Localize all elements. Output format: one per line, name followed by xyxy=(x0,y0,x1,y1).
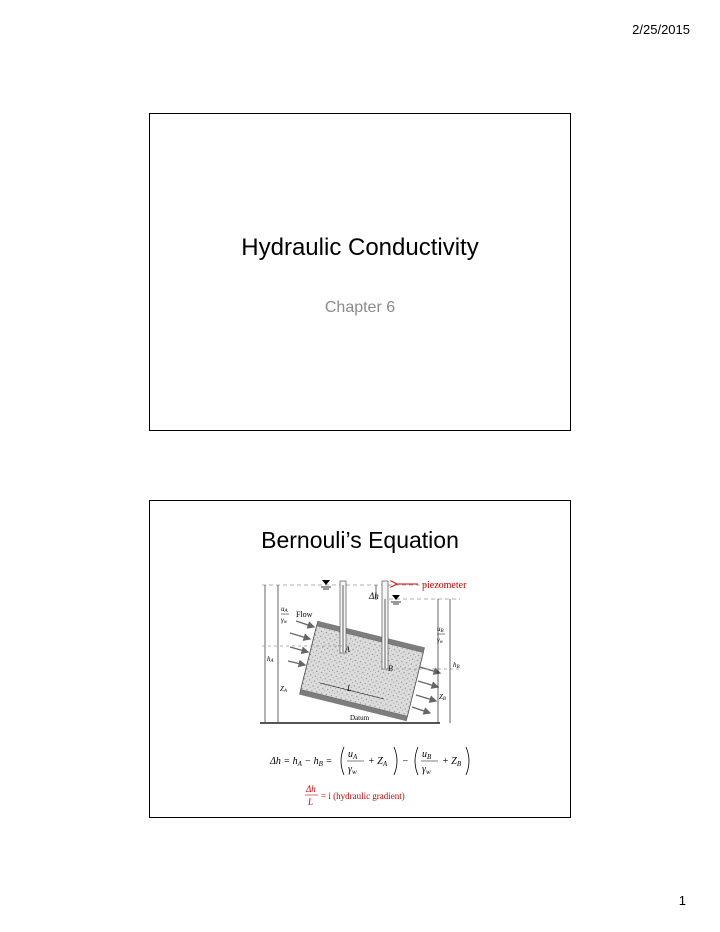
svg-text:γw: $\gamma_w$ xyxy=(422,764,431,776)
flow-label: Flow xyxy=(296,610,313,619)
svg-text:+ ZB: + $Z_B$ xyxy=(442,756,462,768)
delta-h-label: Δh xyxy=(369,591,379,601)
slide-2 xyxy=(149,500,571,818)
svg-text:= i (hydraulic gradient): = i (hydraulic gradient) xyxy=(321,791,405,801)
datum-label: Datum xyxy=(350,714,370,722)
slide-1-subtitle: Chapter 6 xyxy=(324,299,396,316)
zb-label: ZB xyxy=(439,693,446,702)
bernoulli-equation xyxy=(269,747,469,776)
svg-text:uB: uB xyxy=(437,625,444,634)
svg-text:Δh: Δh xyxy=(306,784,316,794)
svg-text:γw: γw xyxy=(437,636,444,645)
length-label: L xyxy=(347,684,352,693)
water-level-b-icon xyxy=(391,595,401,604)
svg-text:uB: $u_B$ xyxy=(422,749,432,761)
slide-1 xyxy=(149,113,571,431)
page-number: 1 xyxy=(678,893,686,908)
bernoulli-diagram xyxy=(150,501,572,819)
svg-text:γw: γw xyxy=(281,616,288,625)
hydraulic-gradient-equation xyxy=(305,784,405,807)
slide-2-title: Bernouli’s Equation xyxy=(261,527,459,553)
header-date: 2/25/2015 xyxy=(632,22,690,37)
ha-label: hA xyxy=(267,655,274,664)
ua-over-gw-label xyxy=(281,605,289,625)
za-label: ZA xyxy=(280,685,287,694)
piezometer-label: piezometer xyxy=(422,580,467,591)
svg-text:L: L xyxy=(308,797,314,807)
soil-sample xyxy=(299,621,424,721)
svg-text:+ ZA: + $Z_A$ xyxy=(368,756,388,768)
water-level-a-icon xyxy=(321,580,331,589)
hb-label: hB xyxy=(453,661,460,670)
point-b-label: B xyxy=(388,664,393,673)
slide-1-title: Hydraulic Conductivity xyxy=(241,234,479,261)
svg-text:uA: uA xyxy=(281,605,288,614)
svg-text:uA: $u_A$ xyxy=(348,749,358,761)
svg-text:−: − xyxy=(402,756,409,767)
point-a-label: A xyxy=(345,645,350,654)
svg-text:γw: $\gamma_w$ xyxy=(348,764,357,776)
svg-text:Δh = hA − hB =: $\Delta h = h_A - h_B$ = xyxy=(270,756,333,768)
